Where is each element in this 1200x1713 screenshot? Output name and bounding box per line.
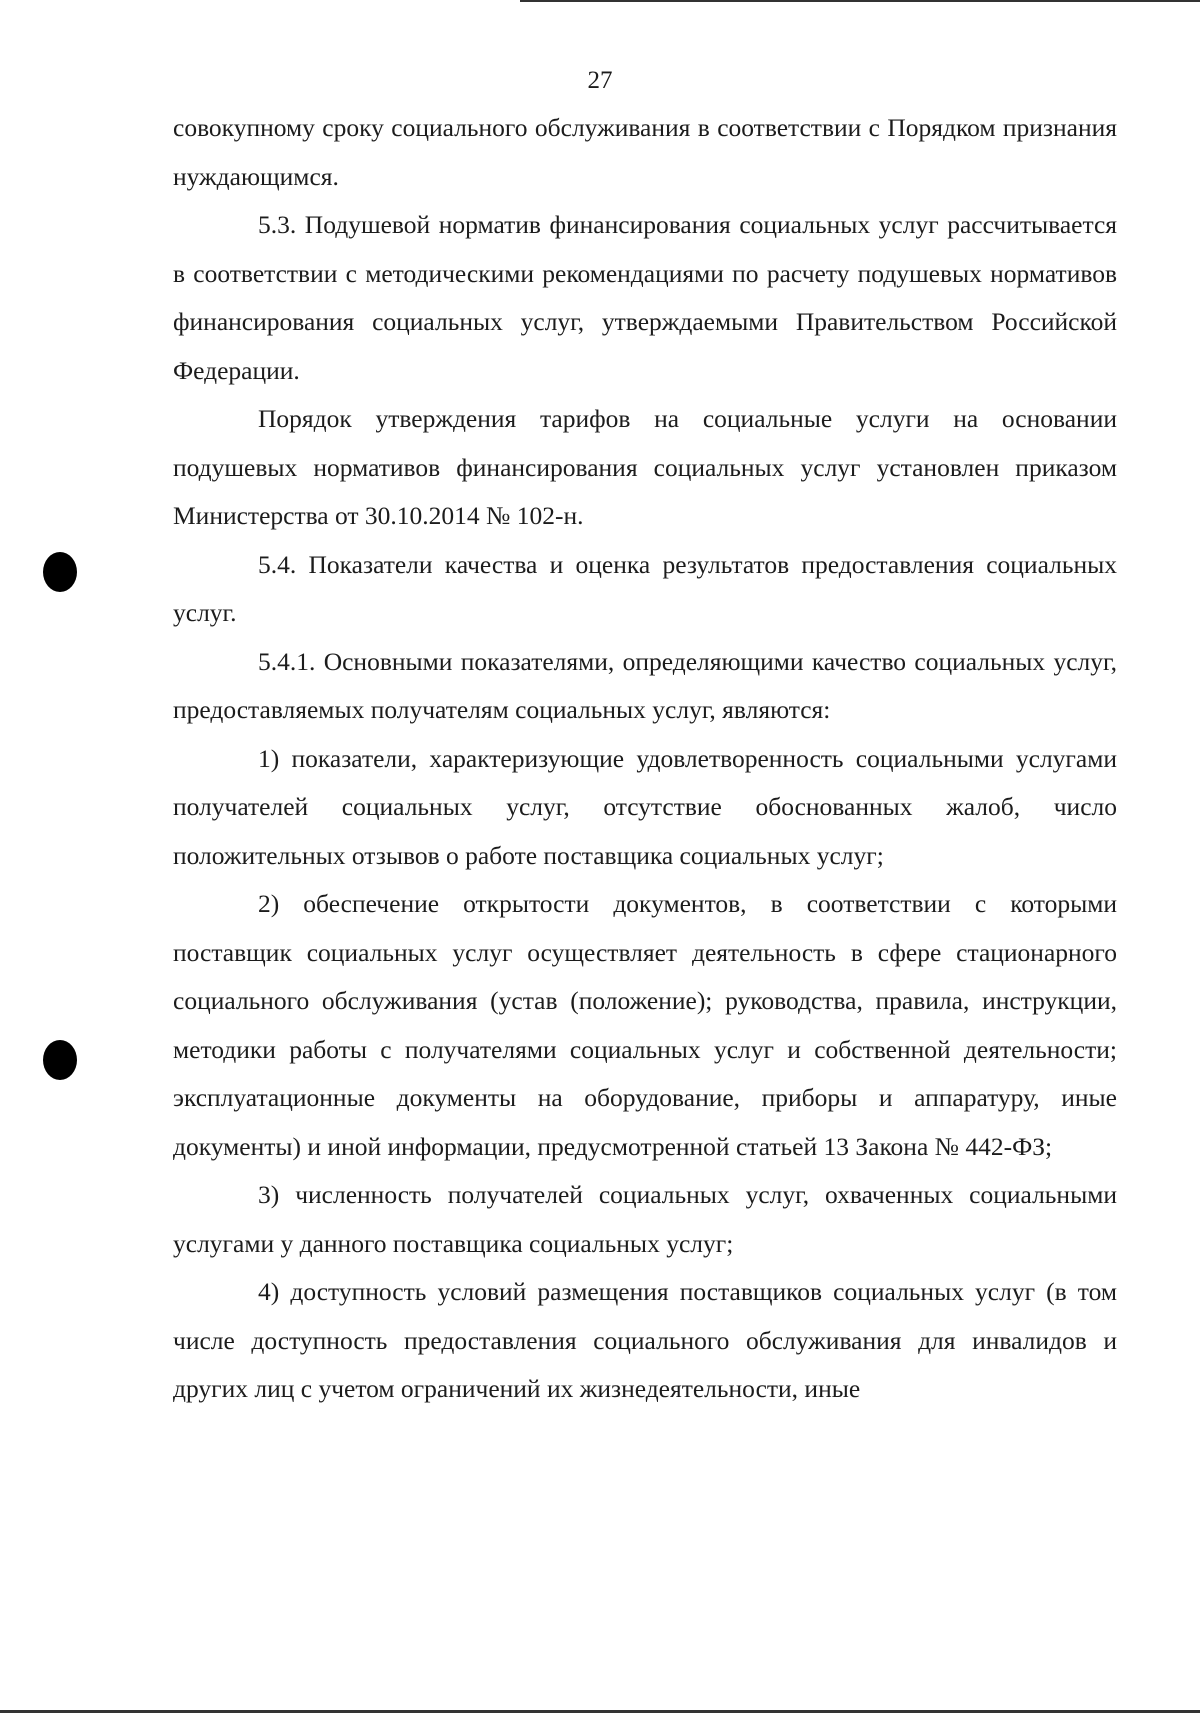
paragraph-5-4: 5.4. Показатели качества и оценка результатов предоставления социальных услуг. [173,549,1117,627]
punch-hole-upper [43,552,77,592]
punch-hole-lower [43,1040,77,1080]
paragraph-5-4-1: 5.4.1. Основными показателями, определяющими качество социальных услуг, предоставляемых получателям социальных услуг, являются: [173,646,1117,724]
paragraph-continuation: совокупному сроку социального обслуживания в соответствии с Порядком признания нуждающимся. [173,113,1117,191]
page-number: 27 [587,67,613,94]
paragraph-tariffs: Порядок утверждения тарифов на социальные услуги на основании подушевых нормативов финансирования социальных услуг установлен приказом Министерства от 30.10.2014 № 102-н. [173,404,1117,530]
list-item-2: 2) обеспечение открытости документов, в соответствии с которыми поставщик социальных услуг осуществляет деятельность в сфере стационарного социального обслуживания (устав (положение); руководства, правила, инструкции, методики работы с получателями социальных услуг и собственной деятельности; эксплуатационные документы на оборудование, приборы и аппаратуру, иные документы) и иной информации, предусмотренной статьей 13 Закона № 442-ФЗ; [173,889,1117,1161]
list-item-1: 1) показатели, характеризующие удовлетворенность социальными услугами получателей социальных услуг, отсутствие обоснованных жалоб, число положительных отзывов о работе поставщика социальных услуг; [173,743,1117,870]
document-body [173,104,1117,1414]
list-item-4: 4) доступность условий размещения поставщиков социальных услуг (в том числе доступность предоставления социального обслуживания для инвалидов и других лиц с учетом ограничений их жизнедеятельности, иные [173,1277,1117,1403]
list-item-3: 3) численность получателей социальных услуг, охваченных социальными услугами у данного поставщика социальных услуг; [173,1180,1117,1258]
scan-top-edge [520,0,1200,2]
paragraph-5-3: 5.3. Подушевой норматив финансирования социальных услуг рассчитывается в соответствии с методическими рекомендациями по расчету подушевых нормативов финансирования социальных услуг, утверждаемыми Правительством Российской Федерации. [173,210,1117,385]
